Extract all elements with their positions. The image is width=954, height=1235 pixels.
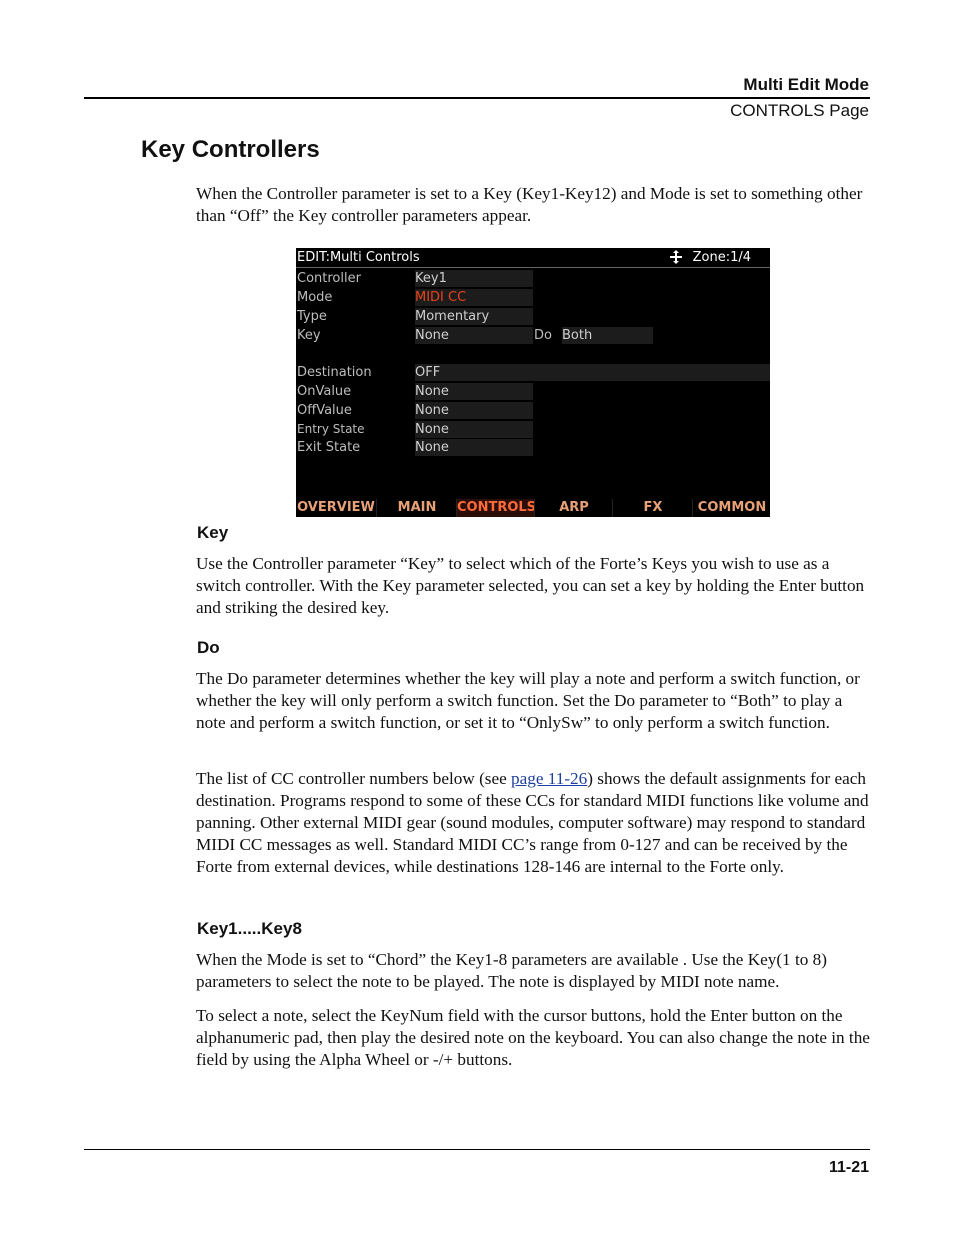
header-title: Multi Edit Mode (743, 75, 869, 94)
param-label-onvalue: OnValue (297, 384, 352, 399)
paragraph-do-2-pre: The list of CC controller numbers below (see (196, 769, 512, 788)
paragraph-do-2-post: ) shows the default assignments for each destination. Programs respond to some of these CCs for standard MIDI functions like volume and panning. Other external MIDI gear (sound modules, computer software) may respond to standard MIDI CC messages as well. Standard MIDI CC’s range from 0-127 and can be received by the Forte from external devices, while destinations 128-146 are internal to the Forte only. (196, 769, 869, 876)
param-value-key[interactable] (415, 327, 533, 344)
param-value-text: None (415, 384, 449, 399)
section-title: Key Controllers (141, 136, 320, 163)
paragraph-do-1: The Do parameter determines whether the key will play a note and perform a switch function, or whether the key will only perform a switch function. Set the Do parameter to “Both” to play a note and perform a switch function, or set it to “OnlySw” to only perform a switch function. (196, 669, 860, 732)
tab-main[interactable]: MAIN (376, 499, 457, 517)
param-value-controller[interactable] (415, 270, 533, 287)
tab-common[interactable]: COMMON (692, 499, 771, 517)
param-value-text: None (415, 422, 449, 437)
param-value-text: OFF (415, 365, 441, 380)
zone-arrows-icon (668, 249, 684, 265)
param-value-mode[interactable] (415, 289, 533, 306)
paragraph-do-2 (196, 768, 870, 878)
param-value-do[interactable] (562, 327, 653, 344)
param-value-text: None (415, 403, 449, 418)
page-link[interactable]: page 11-26 (511, 769, 588, 788)
param-value-entry-state[interactable] (415, 421, 533, 438)
heading-key: Key (197, 523, 229, 542)
footer-rule (84, 1149, 870, 1150)
page-number: 11-21 (828, 1159, 869, 1176)
heading-key1-key8: Key1.....Key8 (197, 919, 302, 938)
lcd-title-bar (296, 248, 770, 268)
param-value-text: Momentary (415, 309, 490, 324)
lcd-title: EDIT:Multi Controls (297, 250, 420, 265)
paragraph-key1-key8-1: When the Mode is set to “Chord” the Key1-8 parameters are available . Use the Key(1 to 8) parameters to select the note to be played. The note is displayed by MIDI note name. (196, 950, 827, 991)
lcd-zone: Zone:1/4 (692, 250, 751, 265)
param-label-do: Do (534, 328, 552, 343)
header-subtitle: CONTROLS Page (730, 101, 869, 120)
param-value-exit-state[interactable] (415, 439, 533, 456)
paragraph-key: Use the Controller parameter “Key” to select which of the Forte’s Keys you wish to use as a switch controller. With the Key parameter selected, you can set a key by holding the Enter button and striking the desired key. (196, 554, 865, 617)
param-value-text: None (415, 328, 449, 343)
param-label-exit-state: Exit State (297, 440, 361, 455)
param-value-text: MIDI CC (415, 290, 467, 305)
param-value-text: Key1 (415, 271, 447, 286)
tab-arp[interactable]: ARP (534, 499, 613, 517)
paragraph-key1-key8-2: To select a note, select the KeyNum field with the cursor buttons, hold the Enter button on the alphanumeric pad, then play the desired note on the keyboard. You can also change the note in the field by using the Alpha Wheel or -/+ buttons. (196, 1006, 870, 1069)
lcd-tab-bar (296, 498, 770, 517)
heading-do: Do (197, 638, 220, 657)
header-rule (84, 97, 870, 99)
param-value-text: Both (562, 328, 593, 343)
param-label-type: Type (297, 309, 327, 324)
param-label-key: Key (297, 328, 321, 343)
tab-controls[interactable]: CONTROLS (457, 500, 537, 515)
param-label-offvalue: OffValue (297, 403, 352, 418)
param-value-destination[interactable] (415, 364, 770, 381)
param-label-entry-state: Entry State (297, 422, 365, 436)
lcd-screen (296, 248, 770, 517)
param-value-text: None (415, 440, 449, 455)
intro-paragraph: When the Controller parameter is set to a Key (Key1-Key12) and Mode is set to something other than “Off” the Key controller parameters appear. (196, 184, 863, 225)
param-label-mode: Mode (297, 290, 333, 305)
param-value-type[interactable] (415, 308, 533, 325)
param-label-controller: Controller (297, 271, 361, 286)
param-label-destination: Destination (297, 365, 372, 380)
param-value-onvalue[interactable] (415, 383, 533, 400)
param-value-offvalue[interactable] (415, 402, 533, 419)
tab-overview[interactable]: OVERVIEW (297, 500, 375, 515)
tab-fx[interactable]: FX (612, 499, 693, 517)
